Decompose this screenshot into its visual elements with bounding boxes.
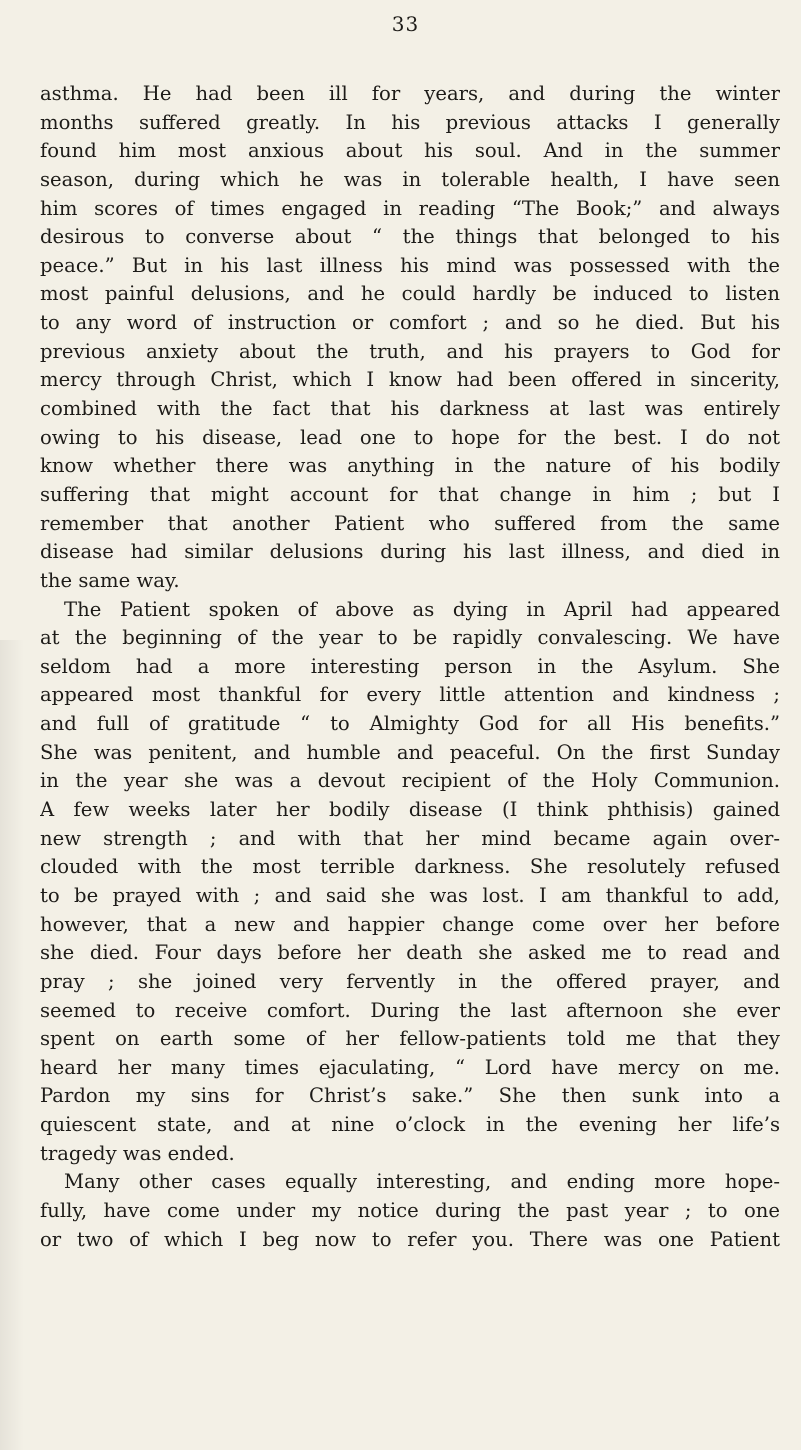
paragraph-start-line: Many other cases equally interesting, and ending more hope- bbox=[64, 1170, 780, 1194]
paragraph-end-line: tragedy was ended. bbox=[40, 1141, 235, 1165]
text-line: suffering that might account for that change in him ; but I bbox=[40, 482, 780, 506]
paragraph-start-line: The Patient spoken of above as dying in April had appeared bbox=[64, 597, 780, 621]
text-line: seemed to receive comfort. During the last afternoon she ever bbox=[40, 998, 780, 1022]
text-line: owing to his disease, lead one to hope for the best. I do not bbox=[40, 425, 780, 449]
text-line: spent on earth some of her fellow-patients told me that they bbox=[40, 1027, 780, 1051]
text-line: appeared most thankful for every little attention and kindness ; bbox=[40, 683, 780, 707]
text-line: months suffered greatly. In his previous attacks I generally bbox=[40, 110, 780, 134]
text-line: heard her many times ejaculating, “ Lord have mercy on me. bbox=[40, 1055, 780, 1079]
text-line: A few weeks later her bodily disease (I think phthisis) gained bbox=[40, 798, 780, 822]
text-line: remember that another Patient who suffered from the same bbox=[40, 511, 780, 535]
body-text bbox=[40, 80, 780, 1254]
text-line: she died. Four days before her death she asked me to read and bbox=[40, 941, 780, 965]
text-line: to any word of instruction or comfort ; and so he died. But his bbox=[40, 311, 780, 335]
text-line: previous anxiety about the truth, and his prayers to God for bbox=[40, 339, 780, 363]
page-number: 33 bbox=[391, 12, 420, 36]
text-line: seldom had a more interesting person in the Asylum. She bbox=[40, 654, 780, 678]
text-line: Pardon my sins for Christ’s sake.” She then sunk into a bbox=[40, 1084, 780, 1108]
text-line: peace.” But in his last illness his mind was possessed with the bbox=[40, 253, 780, 277]
text-line: and full of gratitude “ to Almighty God for all His benefits.” bbox=[40, 712, 780, 736]
text-line: pray ; she joined very fervently in the offered prayer, and bbox=[40, 969, 780, 993]
text-line: to be prayed with ; and said she was lost. I am thankful to add, bbox=[40, 883, 780, 907]
text-line: She was penitent, and humble and peaceful. On the first Sunday bbox=[40, 740, 780, 764]
text-line: know whether there was anything in the nature of his bodily bbox=[40, 454, 780, 478]
paragraph-end-line: the same way. bbox=[40, 568, 180, 592]
text-line: in the year she was a devout recipient of the Holy Communion. bbox=[40, 769, 780, 793]
text-line: clouded with the most terrible darkness. She resolutely refused bbox=[40, 855, 780, 879]
text-line: most painful delusions, and he could hardly be induced to listen bbox=[40, 282, 780, 306]
text-line: new strength ; and with that her mind became again over- bbox=[40, 826, 780, 850]
text-line: or two of which I beg now to refer you. There was one Patient bbox=[40, 1227, 780, 1251]
text-line: mercy through Christ, which I know had been offered in sincerity, bbox=[40, 368, 780, 392]
text-line: found him most anxious about his soul. And in the summer bbox=[40, 139, 780, 163]
text-line: disease had similar delusions during his last illness, and died in bbox=[40, 540, 780, 564]
binding-gutter-shadow bbox=[0, 640, 24, 1450]
text-line: season, during which he was in tolerable health, I have seen bbox=[40, 167, 780, 191]
text-line: desirous to converse about “ the things that belonged to his bbox=[40, 225, 780, 249]
text-line: at the beginning of the year to be rapidly convalescing. We have bbox=[40, 626, 780, 650]
text-line: however, that a new and happier change come over her before bbox=[40, 912, 780, 936]
text-line: asthma. He had been ill for years, and during the winter bbox=[40, 82, 780, 105]
text-line: him scores of times engaged in reading “The Book;” and always bbox=[40, 196, 780, 220]
text-line: quiescent state, and at nine o’clock in the evening her life’s bbox=[40, 1113, 780, 1137]
text-line: fully, have come under my notice during the past year ; to one bbox=[40, 1198, 780, 1222]
text-line: combined with the fact that his darkness at last was entirely bbox=[40, 397, 780, 421]
